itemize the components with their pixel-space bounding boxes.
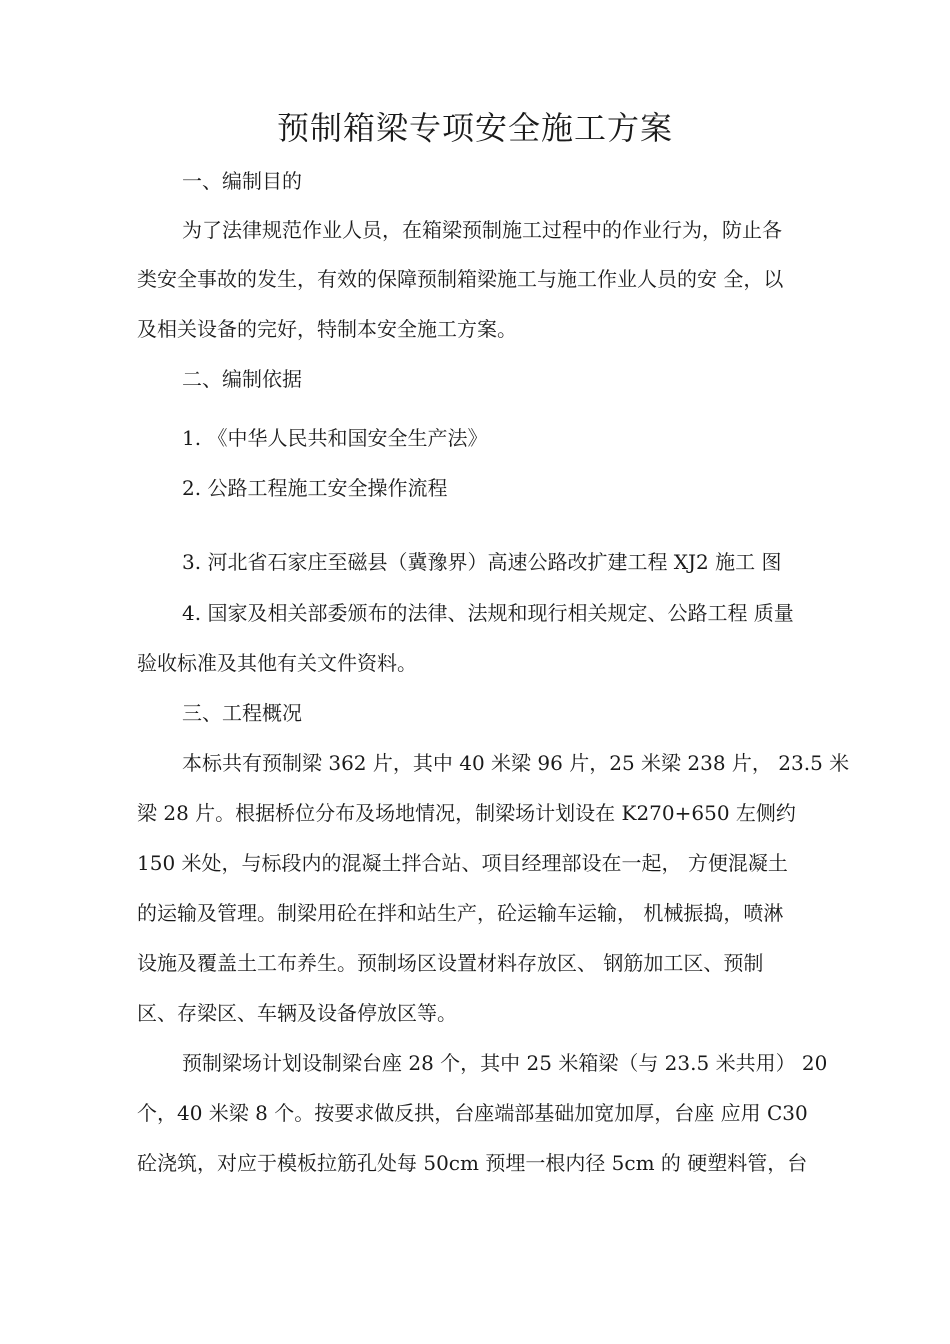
paragraph-line: 为了法律规范作业人员，在箱梁预制施工过程中的作业行为，防止各 [182, 218, 782, 242]
paragraph-line: 个，40 米梁 8 个。按要求做反拱，台座端部基础加宽加厚，台座 应用 C30 [137, 1101, 808, 1125]
list-item: 3. 河北省石家庄至磁县（冀豫界）高速公路改扩建工程 XJ2 施工 图 [182, 550, 782, 574]
paragraph-line: 150 米处，与标段内的混凝土拌合站、项目经理部设在一起， 方便混凝土 [137, 851, 788, 875]
section-heading-overview: 三、工程概况 [182, 701, 302, 725]
paragraph-line: 区、存梁区、车辆及设备停放区等。 [137, 1001, 457, 1025]
section-heading-basis: 二、编制依据 [182, 367, 302, 391]
list-item: 1. 《中华人民共和国安全生产法》 [182, 426, 488, 450]
paragraph-line: 梁 28 片。根据桥位分布及场地情况，制梁场计划设在 K270+650 左侧约 [137, 801, 796, 825]
paragraph-line: 类安全事故的发生，有效的保障预制箱梁施工与施工作业人员的安 全，以 [137, 267, 784, 291]
paragraph-line: 预制梁场计划设制梁台座 28 个，其中 25 米箱梁（与 23.5 米共用） 20 [182, 1051, 828, 1075]
list-item-continuation: 验收标准及其他有关文件资料。 [137, 651, 417, 675]
list-item: 2. 公路工程施工安全操作流程 [182, 476, 448, 500]
paragraph-line: 的运输及管理。制梁用砼在拌和站生产，砼运输车运输， 机械振捣，喷淋 [137, 901, 784, 925]
paragraph-line: 砼浇筑，对应于模板拉筋孔处每 50cm 预埋一根内径 5cm 的 硬塑料管，台 [137, 1151, 808, 1175]
paragraph-line: 设施及覆盖土工布养生。预制场区设置材料存放区、 钢筋加工区、预制 [137, 951, 764, 975]
paragraph-line: 本标共有预制梁 362 片，其中 40 米梁 96 片，25 米梁 238 片， 23.5 米 [182, 751, 850, 775]
list-item: 4. 国家及相关部委颁布的法律、法规和现行相关规定、公路工程 质量 [182, 601, 794, 625]
document-title: 预制箱梁专项安全施工方案 [276, 109, 673, 147]
section-heading-purpose: 一、编制目的 [182, 169, 302, 193]
paragraph-line: 及相关设备的完好，特制本安全施工方案。 [137, 317, 517, 341]
